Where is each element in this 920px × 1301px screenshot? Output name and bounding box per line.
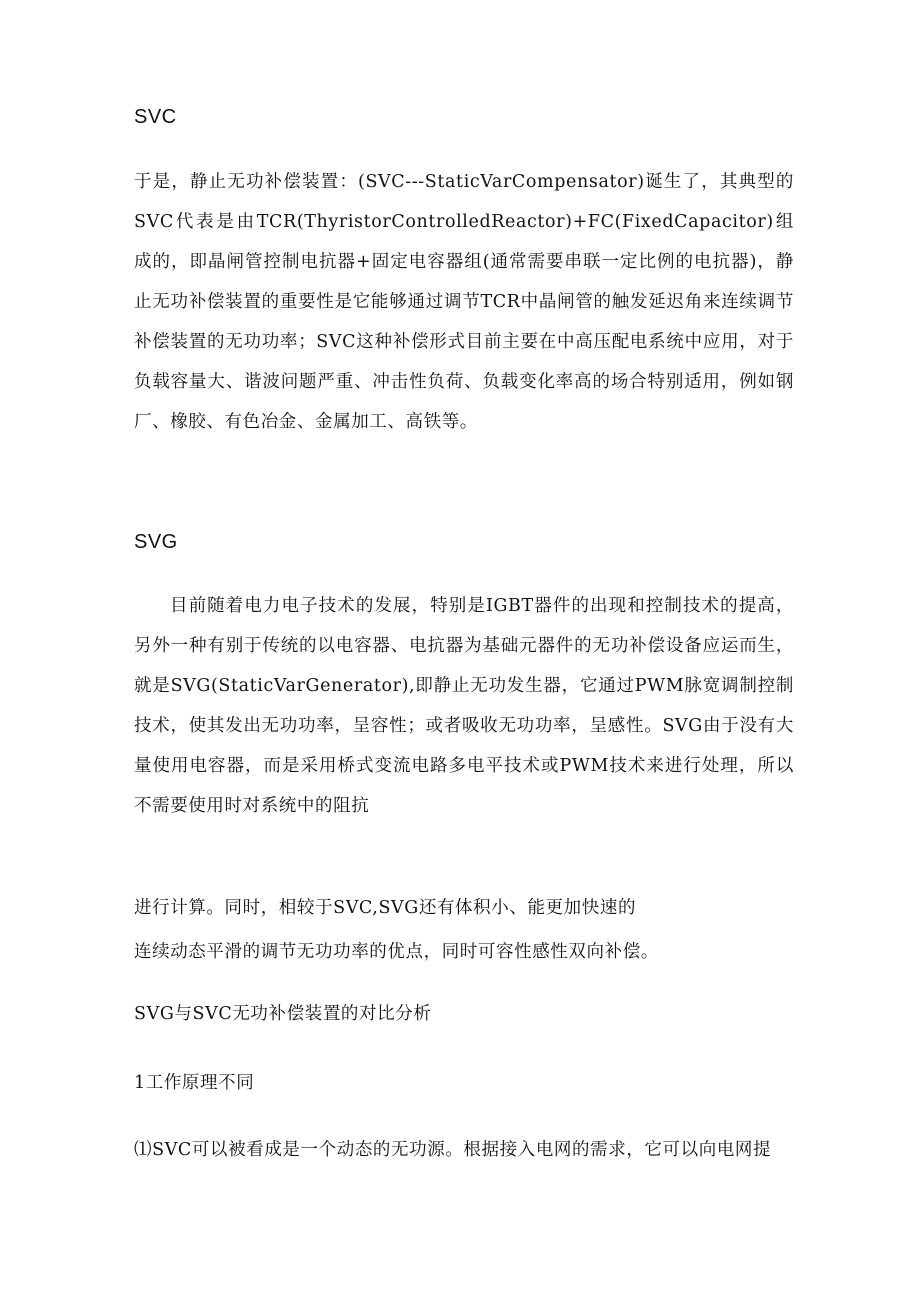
svg-paragraph-line-2: 连续动态平滑的调节无功功率的优点，同时可容性感性双向补偿。	[134, 942, 659, 962]
svg-paragraph: 目前随着电力电子技术的发展，特别是IGBT器件的出现和控制技术的提高，另外一种有别于传统的以电容器、电抗器为基础元器件的无功补偿设备应运而生，就是SVG(StaticVarGenerator),即静止无功发生器，它通过PWM脉宽调制控制技术，使其发出无功功率，呈容性；或者吸收无功功率，呈感性。SVG由于没有大量使用电容器，而是采用桥式变流电路多电平技术或PWM技术来进行处理，所以不需要使用时对系统中的阻抗	[134, 596, 794, 816]
comparison-item-1: ⑴SVC可以被看成是一个动态的无功源。根据接入电网的需求，它可以向电网提	[134, 1140, 772, 1160]
svg-heading: SVG	[134, 531, 178, 553]
svc-paragraph: 于是，静止无功补偿装置：(SVC---StaticVarCompensator)诞生了，其典型的SVC代表是由TCR(ThyristorControlledReactor)+FC(FixedCapacitor)组成的，即晶闸管控制电抗器+固定电容器组(通常需要串联一定比例的电抗器)，静止无功补偿装置的重要性是它能够通过调节TCR中晶闸管的触发延迟角来连续调节补偿装置的无功功率；SVC这种补偿形式目前主要在中高压配电系统中应用，对于负载容量大、谐波问题严重、冲击性负荷、负载变化率高的场合特别适用，例如钢厂、橡胶、有色冶金、金属加工、高铁等。	[134, 172, 794, 432]
comparison-title: SVG与SVC无功补偿装置的对比分析	[134, 1004, 432, 1024]
comparison-subheading: 1工作原理不同	[134, 1073, 255, 1093]
svg-paragraph-line-1: 进行计算。同时，相较于SVC,SVG还有体积小、能更加快速的	[134, 898, 637, 918]
svc-heading: SVC	[134, 106, 177, 128]
